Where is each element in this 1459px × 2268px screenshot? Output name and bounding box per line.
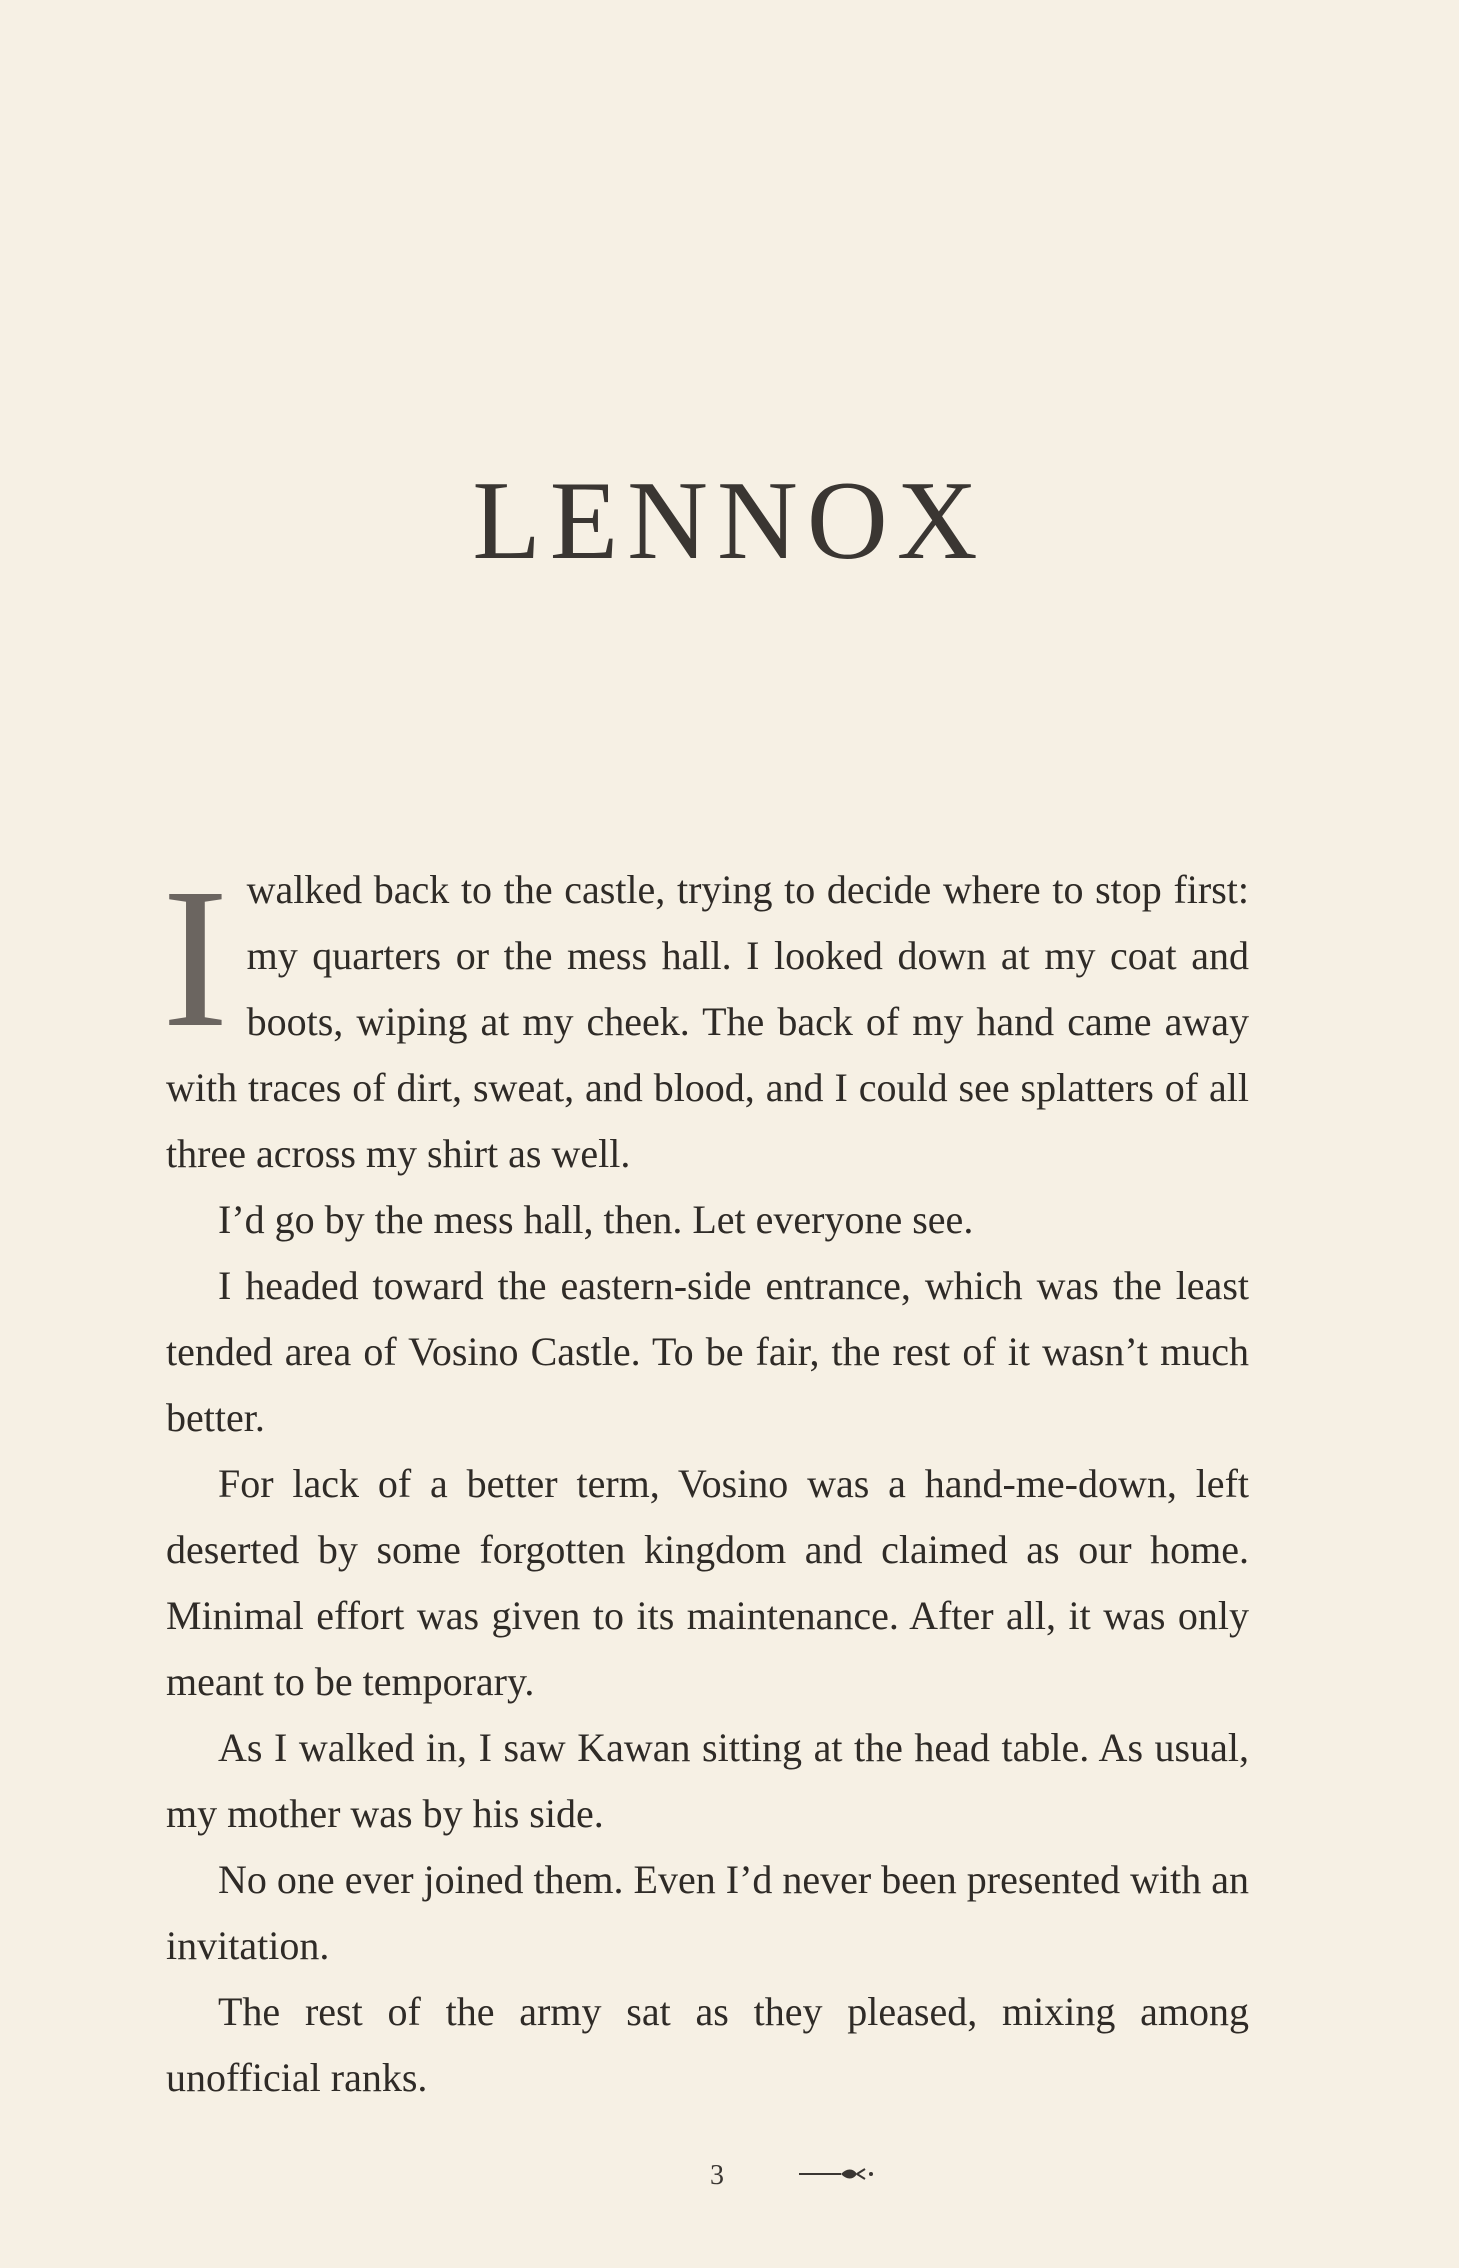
paragraph-3: I headed toward the eastern-side entrance, which was the least tended area of Vosino Castle. To be fair, the rest of it wasn’t much better. bbox=[166, 1263, 1249, 1440]
paragraph-6: No one ever joined them. Even I’d never been presented with an invitation. bbox=[166, 1857, 1249, 1968]
chapter-title: LENNOX bbox=[472, 459, 987, 583]
chapter-body bbox=[162, 848, 1249, 2111]
paragraph-2: I’d go by the mess hall, then. Let everyone see. bbox=[218, 1197, 974, 1242]
page-footer bbox=[0, 2160, 1459, 2200]
drop-cap: I bbox=[162, 848, 229, 1069]
paragraph-5: As I walked in, I saw Kawan sitting at the head table. As usual, my mother was by his side. bbox=[166, 1725, 1249, 1836]
paragraph-4: For lack of a better term, Vosino was a hand-me-down, left deserted by some forgotten kingdom and claimed as our home. Minimal effort was given to its maintenance. After all, it was only meant to be temporary. bbox=[166, 1461, 1249, 1704]
paragraph-1 bbox=[162, 848, 1249, 1187]
paragraph-text: walked back to the castle, trying to decide where to stop first: my quarters or the mess hall. I looked down at my coat and boots, wiping at my cheek. The back of my hand came away with traces of dirt, sweat, and blood, and I could see splatters of all three across my shirt as well. bbox=[166, 867, 1249, 1176]
page-number: 3 bbox=[710, 2160, 724, 2191]
arrow-flourish-icon bbox=[797, 2160, 877, 2190]
paragraph-7: The rest of the army sat as they pleased, mixing among unofficial ranks. bbox=[166, 1989, 1249, 2100]
